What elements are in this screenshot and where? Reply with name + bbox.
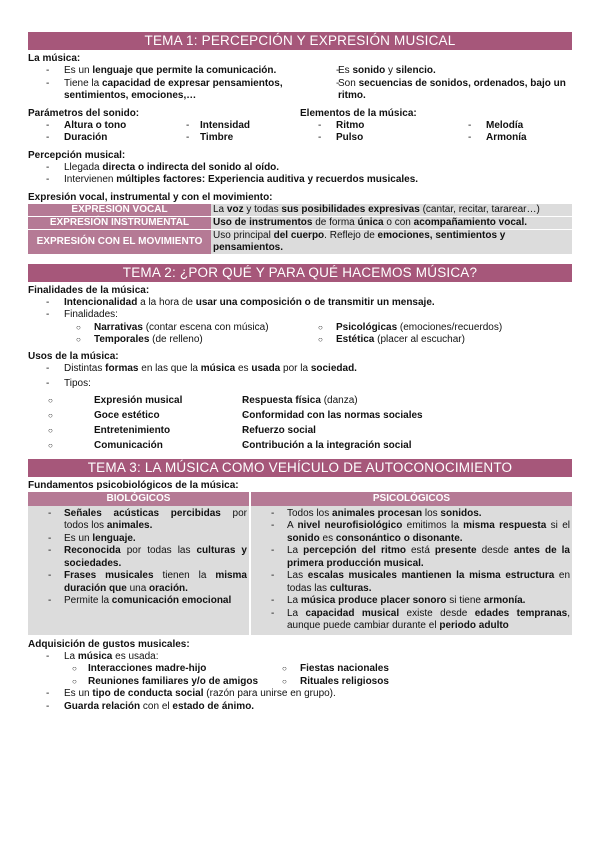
table-row: [28, 229, 572, 254]
tema3-title: TEMA 3: LA MÚSICA COMO VEHÍCULO DE AUTOCONOCIMIENTO: [28, 459, 572, 477]
list-item: ○ Entretenimiento: [28, 423, 222, 438]
list-item: - Pulso: [300, 132, 450, 145]
tipos-sublist: [28, 393, 572, 453]
list-item: ○ Conformidad con las normas sociales: [222, 408, 423, 423]
musica-label: La música:: [28, 53, 81, 64]
list-item: ○ Comunicación: [28, 438, 222, 453]
list-item: ○ Estética (placer al escuchar): [298, 334, 502, 347]
adquisicion-list-2: [28, 688, 572, 713]
list-item: - La percepción del ritmo está presente desde antes de la primera producción musical.: [251, 545, 572, 570]
psi-cell: [250, 506, 572, 635]
table-cell: La voz y todas sus posibilidades expresivas (cantar, recitar, tararear…): [211, 204, 572, 217]
list-item: ○ Respuesta física (danza): [222, 393, 423, 408]
list-item: - Intensidad: [168, 120, 250, 133]
list-item: - Es un lenguaje.: [28, 533, 249, 546]
expresion-table: [28, 204, 572, 255]
list-item: ○ Temporales (de relleno): [28, 334, 298, 347]
list-item: - Es sonido y silencio.: [318, 65, 572, 78]
list-item: - Duración: [28, 132, 168, 145]
list-item: - Melodía: [450, 120, 527, 133]
finalidades-heading: Finalidades de la música:: [28, 284, 150, 296]
list-item: ○ Reuniones familiares y/o de amigos: [28, 676, 282, 689]
list-item: - Altura o tono: [28, 120, 168, 133]
fundamentos-table: [28, 492, 572, 635]
list-item: - La música es usada:: [28, 651, 572, 664]
list-item: ○ Refuerzo social: [222, 423, 423, 438]
percepcion-heading: Percepción musical:: [28, 149, 126, 161]
list-item: - Todos los animales procesan los sonidos.: [251, 508, 572, 521]
adquisicion-heading: Adquisición de gustos musicales:: [28, 638, 190, 650]
list-item: - Es un tipo de conducta social (razón para unirse en grupo).: [28, 688, 572, 701]
fundamentos-heading: Fundamentos psicobiológicos de la música:: [28, 479, 239, 491]
list-item: - Ritmo: [300, 120, 450, 133]
musica-heading: [28, 52, 572, 65]
list-item: - Timbre: [168, 132, 250, 145]
list-item: - Intervienen múltiples factores: Experiencia auditiva y recuerdos musicales.: [28, 174, 572, 187]
list-item: ○ Goce estético: [28, 408, 222, 423]
list-item: - Señales acústicas percibidas por todos los animales.: [28, 508, 249, 533]
list-item: - Distintas formas en las que la música es usada por la sociedad.: [28, 363, 572, 376]
list-item: ○ Narrativas (contar escena con música): [28, 322, 298, 335]
list-item: ○ Fiestas nacionales: [282, 663, 389, 676]
table-row: [28, 204, 572, 217]
usos-heading: Usos de la música:: [28, 350, 119, 362]
table-cell: EXPRESIÓN CON EL MOVIMIENTO: [28, 229, 211, 254]
parametros-elementos: [28, 107, 572, 145]
table-cell: EXPRESIÓN VOCAL: [28, 204, 211, 217]
list-item: - La música produce placer sonoro si tiene armonía.: [251, 595, 572, 608]
list-item: - La capacidad musical existe desde edades tempranas, aunque puede cambiar durante el periodo adulto: [251, 608, 572, 633]
usos-list: [28, 363, 572, 391]
parametros-heading: Parámetros del sonido:: [28, 107, 140, 119]
list-item: - Las escalas musicales mantienen la misma estructura en todas las culturas.: [251, 570, 572, 595]
table-cell: EXPRESIÓN INSTRUMENTAL: [28, 216, 211, 229]
list-item: - Guarda relación con el estado de ánimo.: [28, 701, 572, 714]
table-row: [28, 506, 572, 635]
list-item: - Frases musicales tienen la misma duración que una oración.: [28, 570, 249, 595]
list-item: ○ Rituales religiosos: [282, 676, 389, 689]
musica-list: [28, 65, 572, 103]
list-item: - A nivel neurofisiológico emitimos la misma respuesta si el sonido es consonántico o disonante.: [251, 520, 572, 545]
adquisicion-list: [28, 651, 572, 664]
list-item: ○ Expresión musical: [28, 393, 222, 408]
table-row: [28, 216, 572, 229]
table-cell: Uso de instrumentos de forma única o con acompañamiento vocal.: [211, 216, 572, 229]
tema1-title: TEMA 1: PERCEPCIÓN Y EXPRESIÓN MUSICAL: [28, 32, 572, 50]
bio-cell: [28, 506, 250, 635]
list-item: - Permite la comunicación emocional: [28, 595, 249, 608]
table-cell: Uso principal del cuerpo. Reflejo de emociones, sentimientos y pensamientos.: [211, 229, 572, 254]
list-item: ○ Psicológicas (emociones/recuerdos): [298, 322, 502, 335]
list-item: ○ Contribución a la integración social: [222, 438, 423, 453]
finalidades-list: [28, 297, 572, 322]
list-item: - Tipos:: [28, 378, 572, 391]
elementos-heading: Elementos de la música:: [300, 107, 417, 119]
list-item: - Son secuencias de sonidos, ordenados, bajo un ritmo.: [318, 78, 572, 103]
document-page: [28, 32, 572, 713]
column-header-psi: PSICOLÓGICOS: [250, 492, 572, 506]
list-item: - Tiene la capacidad de expresar pensamientos, sentimientos, emociones,…: [28, 78, 318, 103]
list-item: - Reconocida por todas las culturas y sociedades.: [28, 545, 249, 570]
column-header-bio: BIOLÓGICOS: [28, 492, 250, 506]
list-item: - Intencionalidad a la hora de usar una composición o de transmitir un mensaje.: [28, 297, 572, 310]
usada-sublist: [28, 663, 572, 688]
table-header-row: [28, 492, 572, 506]
list-item: - Es un lenguaje que permite la comunicación.: [28, 65, 318, 78]
percepcion-list: [28, 162, 572, 187]
list-item: - Armonía: [450, 132, 527, 145]
list-item: - Llegada directa o indirecta del sonido al oído.: [28, 162, 572, 175]
list-item: ○ Interacciones madre-hijo: [28, 663, 282, 676]
finalidades-sublist: [28, 322, 572, 347]
list-item: - Finalidades:: [28, 309, 572, 322]
tema2-title: TEMA 2: ¿POR QUÉ Y PARA QUÉ HACEMOS MÚSICA?: [28, 264, 572, 282]
expresion-heading: Expresión vocal, instrumental y con el movimiento:: [28, 191, 273, 203]
